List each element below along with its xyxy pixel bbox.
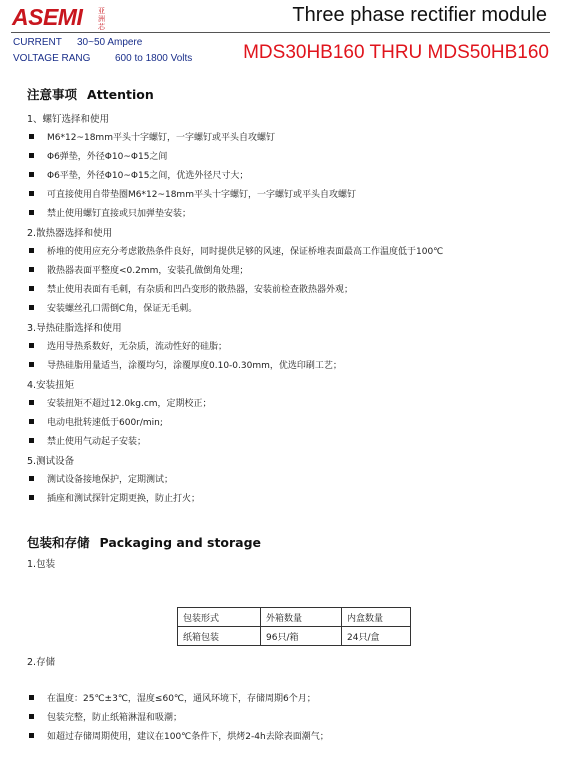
list-item: 可直接使用自带垫圈M6*12~18mm平头十字螺钉，一字螺钉或平头自攻螺钉 bbox=[29, 187, 356, 200]
group-heading: 1、螺钉选择和使用 bbox=[27, 114, 110, 125]
logo-text: ASEMI bbox=[12, 4, 83, 30]
bullet-icon bbox=[29, 172, 34, 177]
list-item: Φ6平垫，外径Φ10~Φ15之间，优选外径尺寸大； bbox=[29, 168, 248, 181]
attention-title-en: Attention bbox=[87, 87, 154, 102]
list-item: 桥堆的使用应充分考虑散热条件良好，同时提供足够的风速，保证桥堆表面最高工作温度低于100℃ bbox=[29, 244, 443, 257]
list-item: 安装螺丝孔口需倒C角，保证无毛刺。 bbox=[29, 301, 197, 314]
bullet-icon bbox=[29, 495, 34, 500]
bullet-icon bbox=[29, 191, 34, 196]
packaging-subheading: 1.包装 bbox=[27, 559, 56, 570]
table-cell: 96只/箱 bbox=[261, 627, 342, 646]
voltage-label: VOLTAGE RANG bbox=[13, 53, 91, 64]
packaging-title-en: Packaging and storage bbox=[99, 535, 262, 550]
bullet-icon bbox=[29, 400, 34, 405]
header-divider bbox=[11, 32, 550, 33]
group-heading: 3.导热硅脂选择和使用 bbox=[27, 323, 122, 334]
table-row bbox=[178, 627, 411, 646]
bullet-icon bbox=[29, 248, 34, 253]
table-header-cell: 包装形式 bbox=[178, 608, 261, 627]
list-item: 选用导热系数好，无杂质，流动性好的硅脂； bbox=[29, 339, 227, 352]
group-heading: 5.测试设备 bbox=[27, 456, 75, 467]
group-heading: 4.安装扭矩 bbox=[27, 380, 75, 391]
group-heading: 2.散热器选择和使用 bbox=[27, 228, 113, 239]
logo-subtext: 亚洲芯 bbox=[98, 7, 105, 31]
current-value: 30~50 Ampere bbox=[77, 37, 143, 48]
list-item: 在温度：25℃±3℃，湿度≤60℃，通风环境下，存储周期6个月； bbox=[29, 691, 316, 704]
bullet-icon bbox=[29, 476, 34, 481]
current-spec bbox=[13, 37, 143, 48]
bullet-icon bbox=[29, 695, 34, 700]
document-title: Three phase rectifier module bbox=[292, 4, 547, 26]
bullet-icon bbox=[29, 305, 34, 310]
voltage-spec bbox=[13, 53, 193, 64]
list-item: 禁止使用螺钉直接或只加弹垫安装； bbox=[29, 206, 191, 219]
list-item: 禁止使用气动起子安装； bbox=[29, 434, 146, 447]
current-label: CURRENT bbox=[13, 37, 62, 48]
part-number-range: MDS30HB160 THRU MDS50HB160 bbox=[243, 42, 549, 63]
list-item: Φ6弹垫，外径Φ10~Φ15之间 bbox=[29, 149, 167, 162]
table-header-cell: 内盒数量 bbox=[342, 608, 411, 627]
voltage-value: 600 to 1800 Volts bbox=[115, 53, 193, 64]
table-header-cell: 外箱数量 bbox=[261, 608, 342, 627]
bullet-icon bbox=[29, 267, 34, 272]
bullet-icon bbox=[29, 419, 34, 424]
asemi-logo bbox=[12, 5, 109, 29]
list-item: M6*12~18mm平头十字螺钉，一字螺钉或平头自攻螺钉 bbox=[29, 130, 275, 143]
list-item: 散热器表面平整度<0.2mm，安装孔做倒角处理； bbox=[29, 263, 248, 276]
bullet-icon bbox=[29, 438, 34, 443]
packaging-table bbox=[177, 607, 411, 646]
bullet-icon bbox=[29, 362, 34, 367]
list-item: 测试设备接地保护，定期测试； bbox=[29, 472, 173, 485]
table-header-row bbox=[178, 608, 411, 627]
list-item: 电动电批转速低于600r/min; bbox=[29, 415, 163, 428]
packaging-heading bbox=[27, 533, 261, 551]
list-item: 如超过存储周期使用，建议在100℃条件下，烘烤2-4h去除表面潮气； bbox=[29, 729, 329, 742]
attention-title-cn: 注意事项 bbox=[27, 87, 78, 102]
list-item: 安装扭矩不超过12.0kg.cm，定期校正； bbox=[29, 396, 212, 409]
packaging-title-cn: 包装和存储 bbox=[27, 535, 90, 550]
list-item: 包装完整，防止纸箱淋湿和吸潮； bbox=[29, 710, 182, 723]
list-item: 禁止使用表面有毛刺，有杂质和凹凸变形的散热器，安装前检查散热器外观； bbox=[29, 282, 353, 295]
storage-subheading: 2.存储 bbox=[27, 657, 56, 668]
bullet-icon bbox=[29, 343, 34, 348]
bullet-icon bbox=[29, 134, 34, 139]
list-item: 导热硅脂用量适当，涂覆均匀，涂覆厚度0.10-0.30mm，优选印刷工艺； bbox=[29, 358, 342, 371]
bullet-icon bbox=[29, 153, 34, 158]
table-cell: 纸箱包装 bbox=[178, 627, 261, 646]
list-item: 插座和测试探针定期更换，防止打火； bbox=[29, 491, 200, 504]
table-cell: 24只/盒 bbox=[342, 627, 411, 646]
bullet-icon bbox=[29, 733, 34, 738]
bullet-icon bbox=[29, 210, 34, 215]
bullet-icon bbox=[29, 286, 34, 291]
bullet-icon bbox=[29, 714, 34, 719]
attention-heading bbox=[27, 85, 154, 103]
